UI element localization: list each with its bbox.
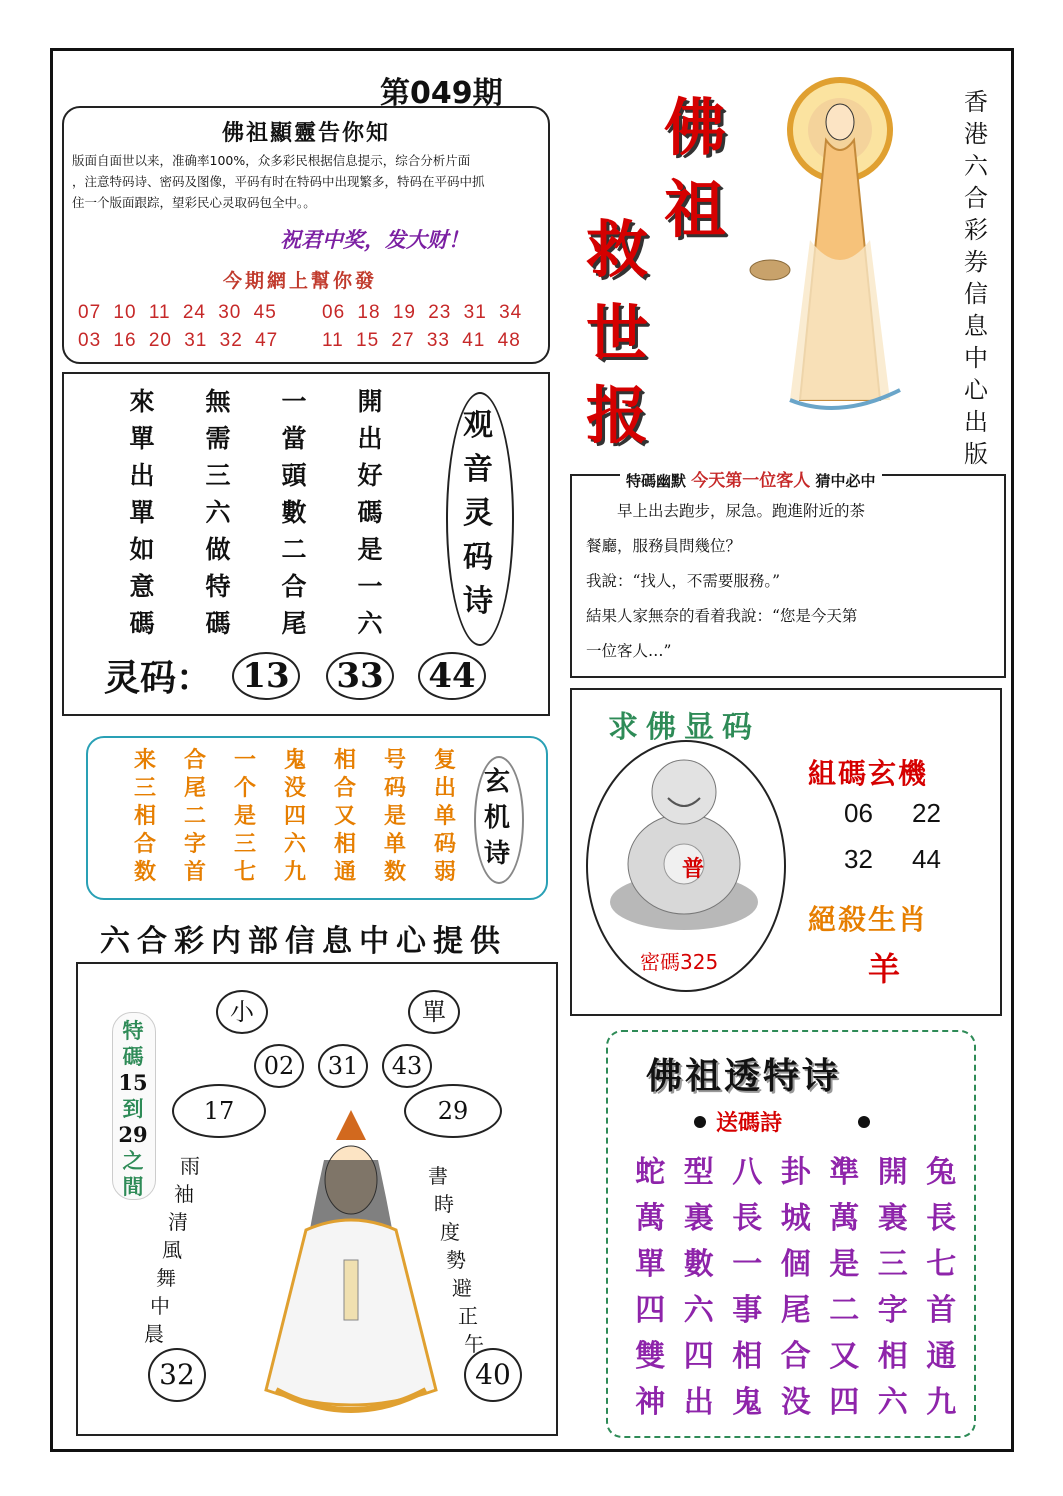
xuanji-char: 来 [133, 747, 156, 773]
special-poem-char: 開 [877, 1155, 908, 1190]
special-poem-char: 神 [635, 1385, 666, 1420]
number-row: 07 10 11 24 30 45 [78, 302, 277, 323]
poem-char: 出 [357, 424, 383, 453]
laughing-buddha-image [604, 752, 764, 932]
xuanji-char: 三 [233, 831, 256, 857]
special-poem-grid [626, 1150, 966, 1426]
kill-zodiac-title: 絕殺生肖 [808, 903, 929, 936]
publisher-char: 心 [964, 376, 988, 404]
number-row: 06 18 19 23 31 34 [322, 302, 523, 323]
special-poem-char: 六 [683, 1293, 714, 1328]
special-poem-char: 二 [829, 1293, 860, 1328]
lingma-number: 44 [418, 652, 486, 700]
ball-number: 31 [318, 1044, 368, 1088]
xuanji-char: 个 [233, 775, 256, 801]
title-char: 祖 [664, 173, 727, 246]
poem-char: 一 [357, 572, 383, 601]
special-poem-char: 卦 [780, 1155, 811, 1190]
vertical-poem-char: 晨 [144, 1322, 164, 1346]
xuanji-char: 号 [383, 747, 406, 773]
bottom-left-number: 32 [148, 1348, 206, 1402]
special-poem-char: 雙 [635, 1339, 666, 1374]
xuanji-char: 鬼 [283, 747, 306, 773]
poem-char: 尾 [281, 609, 307, 638]
range-char: 特 [122, 1018, 144, 1043]
vertical-poem-char: 風 [162, 1238, 182, 1262]
xuanji-char: 弱 [433, 859, 456, 885]
poem-char: 出 [129, 461, 155, 490]
joke-line: 一位客人…” [586, 642, 672, 660]
special-poem-char: 型 [683, 1155, 714, 1190]
notice-line: 住一个版面跟踪，望彩民心灵取码包全中。。 [72, 195, 316, 210]
combo-number: 32 [844, 844, 873, 874]
special-poem-char: 九 [926, 1385, 957, 1420]
special-poem-char: 又 [829, 1339, 860, 1374]
xuanji-char: 相 [133, 803, 156, 829]
vertical-poem-char: 中 [150, 1294, 170, 1318]
vertical-poem-char: 勢 [446, 1248, 466, 1272]
range-char: 之 [122, 1148, 144, 1173]
special-poem-char: 個 [780, 1247, 811, 1282]
vertical-poem-char: 度 [440, 1220, 460, 1244]
vertical-poem-char: 午 [464, 1332, 484, 1356]
xuanji-char: 一 [233, 747, 256, 773]
guanyin-figure-bottom [236, 1100, 466, 1420]
vertical-poem-char: 舞 [156, 1266, 176, 1290]
poem-label [456, 404, 500, 624]
combo-number: 22 [912, 798, 941, 828]
xuanji-char: 没 [283, 775, 306, 801]
publisher-char: 信 [964, 280, 988, 308]
xuanji-char: 是 [383, 803, 406, 829]
vertical-poem-char: 雨 [180, 1154, 200, 1178]
vertical-poem-char: 清 [168, 1210, 188, 1234]
label-char: 诗 [463, 584, 493, 619]
left-oval-number: 17 [172, 1084, 266, 1138]
special-poem-char: 八 [732, 1155, 763, 1190]
xuanji-char: 合 [133, 831, 156, 857]
special-poem-char: 準 [829, 1155, 860, 1190]
vertical-poem-char: 袖 [174, 1182, 194, 1206]
special-poem-char: 萬 [829, 1201, 860, 1236]
poem-char: 無 [205, 387, 231, 416]
special-poem-char: 長 [926, 1201, 957, 1236]
poem-char: 六 [357, 609, 383, 638]
vertical-poem-char: 避 [452, 1276, 472, 1300]
xuanji-char: 尾 [183, 775, 206, 801]
size-indicator: 小 [216, 990, 268, 1034]
joke-head-title: 今天第一位客人 [691, 471, 811, 491]
poem-char: 來 [129, 387, 155, 416]
publisher-char: 彩 [964, 216, 988, 244]
xuanji-char: 通 [333, 859, 356, 885]
poem-char: 合 [281, 572, 307, 601]
label-char: 玄 [483, 767, 510, 797]
publisher-char: 合 [964, 184, 988, 212]
title-char: 报 [586, 379, 649, 452]
issue-number: 第049期 [380, 76, 503, 111]
special-poem-title: 佛祖透特诗 [646, 1055, 842, 1097]
kill-zodiac-value: 羊 [868, 950, 901, 988]
special-poem-char: 事 [732, 1293, 763, 1328]
poem-char: 碼 [205, 609, 231, 638]
joke-header [620, 466, 882, 491]
poem-char: 做 [205, 535, 231, 564]
poem-char: 是 [357, 535, 383, 564]
special-poem-char: 四 [829, 1385, 860, 1420]
joke-text [586, 494, 990, 669]
help-title: 今期網上幫你發 [222, 270, 377, 292]
notice-line: ，注意特码诗、密码及图像，平码有时在特码中出现繁多，特码在平码中抓 [72, 174, 485, 189]
xuanji-char: 四 [283, 803, 306, 829]
right-oval-number: 29 [404, 1084, 502, 1138]
xuanji-char: 字 [183, 831, 206, 857]
xuanji-label [480, 764, 514, 872]
vertical-poem-char: 時 [434, 1192, 454, 1216]
publisher-char: 券 [964, 248, 988, 276]
xuanji-char: 六 [283, 831, 306, 857]
vertical-poem-char: 書 [428, 1164, 448, 1188]
special-poem-char: 七 [926, 1247, 957, 1282]
publisher-char: 息 [964, 312, 988, 340]
special-poem-char: 首 [926, 1293, 957, 1328]
title-char: 佛 [664, 91, 727, 164]
lingma-number: 33 [326, 652, 394, 700]
number-row: 03 16 20 31 32 47 [78, 330, 279, 351]
xuanji-char: 九 [283, 859, 306, 885]
special-poem-char: 裏 [877, 1201, 908, 1236]
publisher-vertical [958, 86, 994, 470]
poem-char: 開 [357, 387, 383, 416]
title-char: 世 [586, 297, 649, 370]
poem-char: 一 [281, 387, 307, 416]
label-char: 音 [463, 452, 493, 487]
poem-char: 意 [129, 572, 155, 601]
special-poem-char: 萬 [635, 1201, 666, 1236]
xuanji-char: 又 [333, 803, 356, 829]
joke-head-right: 猜中必中 [815, 472, 876, 490]
ball-number: 43 [382, 1044, 432, 1088]
poem-char: 需 [205, 424, 231, 453]
lingma-label: 灵码： [104, 657, 213, 699]
poem-char: 碼 [129, 609, 155, 638]
bullet-left-icon [694, 1116, 706, 1128]
guanyin-poem-grid [104, 386, 408, 639]
poem-char: 三 [205, 461, 231, 490]
poem-char: 單 [129, 498, 155, 527]
poem-char: 碼 [357, 498, 383, 527]
ball-number: 02 [254, 1044, 304, 1088]
special-poem-char: 没 [780, 1385, 811, 1420]
range-char: 到 [122, 1096, 144, 1121]
notice-line: 版面自面世以来，准确率100%，众多彩民根据信息提示，综合分析片面 [72, 153, 471, 168]
xuanji-char: 码 [433, 831, 456, 857]
special-poem-char: 蛇 [635, 1155, 666, 1190]
notice-body [72, 150, 540, 213]
special-poem-char: 單 [635, 1247, 666, 1282]
number-row: 11 15 27 33 41 48 [322, 330, 521, 351]
publisher-char: 港 [964, 120, 988, 148]
special-poem-char: 通 [926, 1339, 957, 1374]
provider-line: 六合彩内部信息中心提供 [100, 924, 507, 959]
special-poem-char: 是 [829, 1247, 860, 1282]
xuanji-char: 七 [233, 859, 256, 885]
secret-code: 密碼325 [640, 950, 719, 974]
combo-number: 44 [912, 844, 941, 874]
special-poem-char: 數 [683, 1247, 714, 1282]
range-number: 15 [118, 1070, 148, 1095]
label-char: 观 [463, 408, 493, 443]
range-number: 29 [118, 1122, 148, 1147]
poem-char: 頭 [281, 461, 307, 490]
special-poem-char: 相 [732, 1339, 763, 1374]
xuanji-char: 复 [433, 747, 456, 773]
xuanji-char: 出 [433, 775, 456, 801]
joke-line: 餐廳，服務員問幾位？ [586, 537, 742, 555]
special-poem-char: 四 [635, 1293, 666, 1328]
bullet-right-icon [858, 1116, 870, 1128]
special-poem-char: 六 [877, 1385, 908, 1420]
joke-line: 我說：“找人，不需要服務。” [586, 572, 781, 590]
xuanji-char: 合 [183, 747, 206, 773]
xuanji-char: 二 [183, 803, 206, 829]
special-poem-char: 裏 [683, 1201, 714, 1236]
joke-line: 早上出去跑步，尿急。跑進附近的茶 [617, 502, 866, 520]
xuanji-char: 是 [233, 803, 256, 829]
xuanji-char: 单 [383, 831, 406, 857]
xuanji-poem-grid [120, 746, 470, 886]
buddha-arc-text: 求佛显码 [608, 710, 760, 745]
poem-char: 好 [357, 461, 383, 490]
joke-line: 結果人家無奈的看着我說：“您是今天第 [586, 607, 858, 625]
label-char: 灵 [463, 496, 493, 531]
publisher-char: 中 [964, 344, 988, 372]
special-range-text [112, 1018, 154, 1200]
poem-char: 六 [205, 498, 231, 527]
combo-number: 06 [844, 798, 873, 828]
special-poem-char: 字 [877, 1293, 908, 1328]
special-poem-char: 四 [683, 1339, 714, 1374]
poem-char: 當 [281, 424, 307, 453]
publisher-char: 出 [964, 408, 988, 436]
xuanji-char: 码 [383, 775, 406, 801]
xuanji-char: 合 [333, 775, 356, 801]
special-poem-char: 鬼 [732, 1385, 763, 1420]
lingma-number: 13 [232, 652, 300, 700]
poem-char: 數 [281, 498, 307, 527]
special-poem-char: 相 [877, 1339, 908, 1374]
special-poem-char: 長 [732, 1201, 763, 1236]
label-char: 机 [483, 803, 510, 833]
xuanji-char: 相 [333, 747, 356, 773]
buddha-center-char: 普 [682, 856, 705, 882]
special-poem-char: 合 [780, 1339, 811, 1374]
xuanji-char: 单 [433, 803, 456, 829]
combo-title: 組碼玄機 [808, 757, 929, 790]
guanyin-figure-top [730, 60, 950, 420]
xuanji-char: 数 [383, 859, 406, 885]
special-poem-char: 一 [732, 1247, 763, 1282]
poem-char: 如 [129, 535, 155, 564]
xuanji-char: 首 [183, 859, 206, 885]
range-char: 碼 [122, 1044, 144, 1069]
special-poem-subtitle: 送碼詩 [716, 1110, 783, 1136]
xuanji-char: 三 [133, 775, 156, 801]
poem-char: 單 [129, 424, 155, 453]
range-char: 間 [122, 1174, 144, 1199]
slogan: 祝君中奖，发大财！ [280, 227, 469, 252]
joke-head-left: 特碼幽默 [626, 472, 687, 490]
publisher-char: 香 [964, 88, 988, 116]
parity-indicator: 單 [408, 990, 460, 1034]
label-char: 诗 [483, 839, 510, 869]
poem-char: 二 [281, 535, 307, 564]
xuanji-char: 相 [333, 831, 356, 857]
bottom-right-number: 40 [464, 1348, 522, 1402]
special-poem-char: 城 [780, 1201, 811, 1236]
title-char: 救 [586, 213, 649, 286]
special-poem-char: 出 [683, 1385, 714, 1420]
notice-title: 佛祖顯靈告你知 [221, 120, 390, 146]
poem-char: 特 [205, 572, 231, 601]
publisher-char: 六 [964, 152, 988, 180]
special-poem-char: 尾 [780, 1293, 811, 1328]
special-poem-char: 兔 [926, 1155, 957, 1190]
vertical-poem-char: 正 [458, 1304, 478, 1328]
xuanji-char: 数 [133, 859, 156, 885]
publisher-char: 版 [964, 440, 988, 468]
special-poem-char: 三 [877, 1247, 908, 1282]
label-char: 码 [463, 540, 493, 575]
